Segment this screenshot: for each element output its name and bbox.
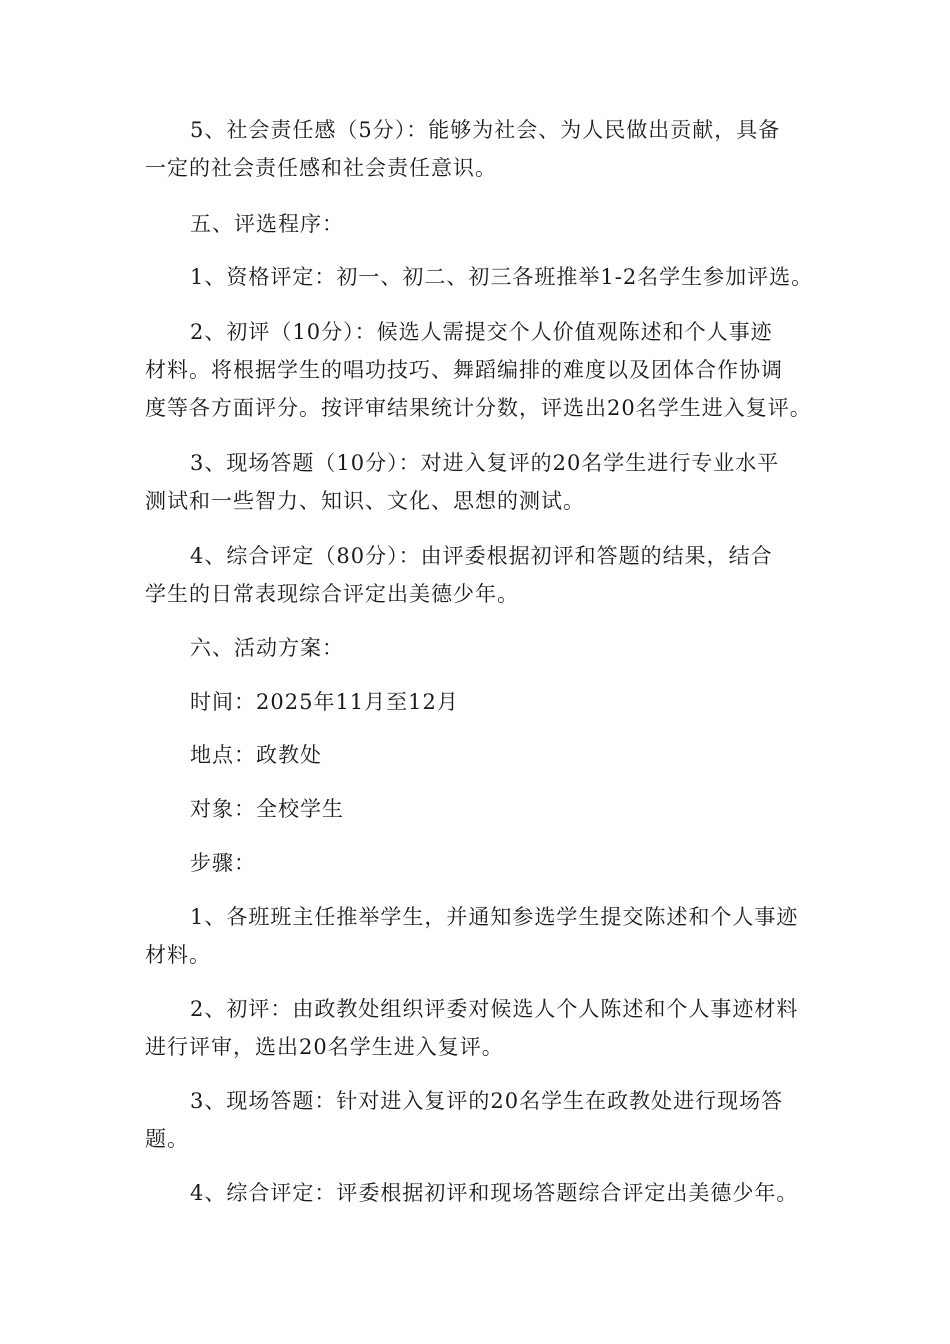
step-4-line-1: 4、综合评定：评委根据初评和现场答题综合评定出美德少年。 (190, 1181, 799, 1205)
step-3-line-1: 3、现场答题：针对进入复评的20名学生在政教处进行现场答 (190, 1089, 784, 1113)
step-3-line-2: 题。 (145, 1127, 189, 1151)
plan-steps-heading: 步骤： (190, 851, 256, 875)
procedure-2-line-2: 材料。将根据学生的唱功技巧、舞蹈编排的难度以及团体合作协调 (145, 358, 783, 382)
procedure-2-line-3: 度等各方面评分。按评审结果统计分数，评选出20名学生进入复评。 (145, 396, 812, 420)
step-2-line-1: 2、初评：由政教处组织评委对候选人个人陈述和个人事迹材料 (190, 997, 799, 1021)
procedure-4-line-1: 4、综合评定（80分）：由评委根据初评和答题的结果，结合 (190, 544, 773, 568)
procedure-3-line-2: 测试和一些智力、知识、文化、思想的测试。 (145, 489, 585, 513)
section-5-heading: 五、评选程序： (190, 212, 344, 236)
criterion-5-line-2: 一定的社会责任感和社会责任意识。 (145, 156, 497, 180)
procedure-3-line-1: 3、现场答题（10分）：对进入复评的20名学生进行专业水平 (190, 451, 780, 475)
procedure-2-line-1: 2、初评（10分）：候选人需提交个人价值观陈述和个人事迹 (190, 320, 773, 344)
section-6-heading: 六、活动方案： (190, 636, 344, 660)
procedure-1-line-1: 1、资格评定：初一、初二、初三各班推举1-2名学生参加评选。 (190, 265, 814, 289)
plan-target: 对象：全校学生 (190, 797, 344, 821)
step-1-line-1: 1、各班班主任推举学生，并通知参选学生提交陈述和个人事迹 (190, 905, 799, 929)
procedure-4-line-2: 学生的日常表现综合评定出美德少年。 (145, 582, 519, 606)
step-2-line-2: 进行评审，选出20名学生进入复评。 (145, 1035, 504, 1059)
criterion-5-line-1: 5、社会责任感（5分）：能够为社会、为人民做出贡献，具备 (190, 118, 781, 142)
step-1-line-2: 材料。 (145, 943, 211, 967)
plan-place: 地点：政教处 (190, 743, 322, 767)
plan-time: 时间：2025年11月至12月 (190, 690, 459, 714)
